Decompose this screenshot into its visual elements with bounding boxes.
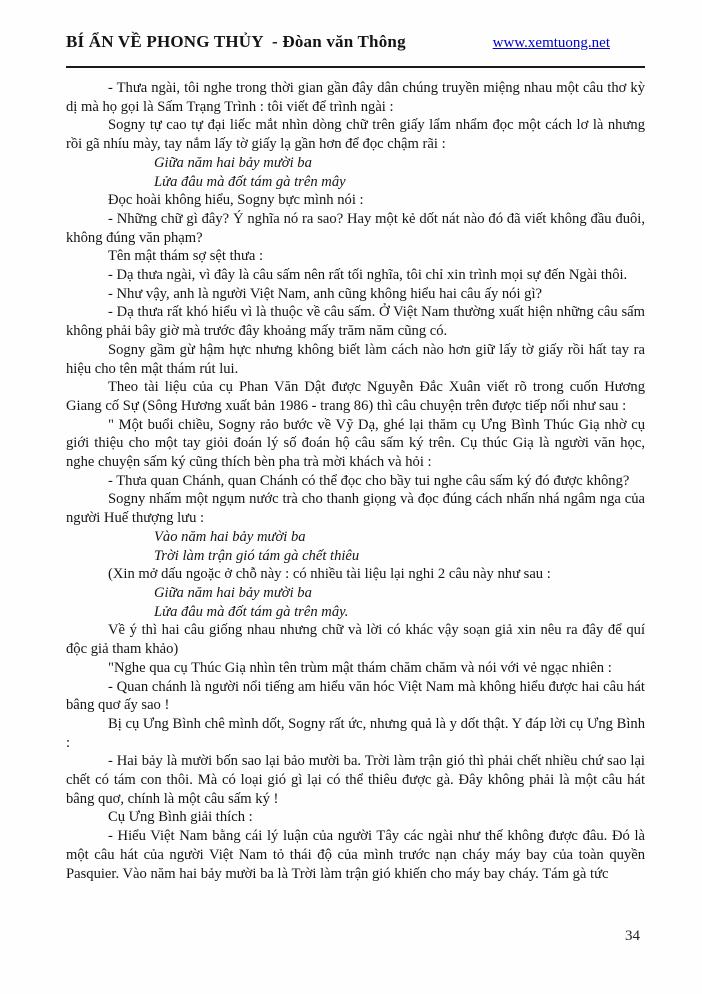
paragraph: - Hiểu Việt Nam bằng cái lý luận của người Tây các ngài như thế không được đâu. Đó là một câu hát của người Việt Nam tỏ thái độ của mình trước nạn cháy máy bay của toàn quyền Pasquier. Vào năm hai bảy mười ba là Trời làm trận gió khiến cho máy bay cháy. Tám gà tức	[66, 828, 645, 882]
verse-line: Giữa năm hai bảy mười ba	[154, 154, 312, 171]
page-header	[66, 30, 645, 54]
verse-line: Lửa đâu mà đốt tám gà trên mây.	[154, 603, 349, 620]
paragraph: Theo tài liệu của cụ Phan Văn Dật được Nguyễn Đắc Xuân viết rõ trong cuốn Hương Giang cố Sự (Sông Hương xuất bản 1986 - trang 86) thì câu chuyện trên được tiếp nối như sau :	[66, 379, 645, 414]
paragraph: - Như vậy, anh là người Việt Nam, anh cũng không hiểu hai câu ấy nói gì?	[108, 285, 543, 302]
page-body	[66, 79, 645, 883]
paragraph: - Hai bảy là mười bốn sao lại bảo mười ba. Trời làm trận gió thì phải chết nhiều chứ sao lại chết có tám con thôi. Mà có loại gió gì lại có thể thiêu được gà. Đây không phải là một câu hát bâng quơ, chính là một câu sấm ký !	[66, 753, 645, 807]
paragraph: Sogny tự cao tự đại liếc mắt nhìn dòng chữ trên giấy lẩm nhẩm đọc một cách lơ là nhưng rồi gã nhíu mày, tay nắm lấy tờ giấy lạ gần hơn để đọc chậm rãi :	[66, 117, 645, 153]
paragraph: - Dạ thưa ngài, vì đây là câu sấm nên rất tối nghĩa, tôi chỉ xin trình mọi sự đến Ngài thôi.	[108, 267, 628, 284]
header-divider	[66, 66, 645, 68]
book-title: BÍ ẨN VỀ PHONG THỦY - Đòan văn Thông	[66, 32, 406, 51]
paragraph: - Thưa ngài, tôi nghe trong thời gian gần đây dân chúng truyền miệng nhau một câu thơ kỳ dị mà họ gọi là Sấm Trạng Trình : tôi viết để trình ngài :	[66, 80, 645, 115]
verse-line: Lửa đâu mà đốt tám gà trên mây	[154, 173, 346, 190]
page-number: 34	[625, 928, 640, 944]
paragraph: (Xin mở dấu ngoặc ở chỗ này : có nhiều tài liệu lại nghi 2 câu này như sau :	[108, 566, 551, 583]
verse-line: Giữa năm hai bảy mười ba	[154, 584, 312, 601]
paragraph: - Dạ thưa rất khó hiểu vì là thuộc về câu sấm. Ở Việt Nam thường xuất hiện những câu sấm không phải bây giờ mà trước đây khoảng mấy trăm năm cũng có.	[66, 304, 645, 340]
paragraph: Cụ Ưng Bình giải thích :	[108, 809, 253, 826]
paragraph: "Nghe qua cụ Thúc Giạ nhìn tên trùm mật thám chăm chăm và nói với vẻ ngạc nhiên :	[108, 659, 612, 676]
paragraph: - Quan chánh là người nổi tiếng am hiểu văn hóc Việt Nam mà không hiểu được hai câu hát bâng quơ ấy sao !	[66, 678, 645, 714]
paragraph: Sogny nhấm một ngụm nước trà cho thanh giọng và đọc đúng cách nhấn nhá ngâm nga của người Huế thượng lưu :	[66, 491, 645, 527]
paragraph: Sogny gầm gừ hậm hực nhưng không biết làm cách nào hơn giữ lấy tờ giấy rồi hất tay ra hiệu cho tên mật thám rút lui.	[66, 341, 645, 377]
paragraph: Bị cụ Ưng Bình chê mình dốt, Sogny rất ức, nhưng quả là y dốt thật. Y đáp lời cụ Ưng Bình :	[66, 715, 645, 751]
paragraph: - Thưa quan Chánh, quan Chánh có thể đọc cho bầy tui nghe câu sấm ký đó được không?	[108, 472, 630, 489]
verse-line: Trời làm trận gió tám gà chết thiêu	[154, 547, 360, 564]
paragraph: " Một buổi chiều, Sogny rảo bước về Vỹ Dạ, ghé lại thăm cụ Ưng Bình Thúc Giạ nhờ cụ giới thiệu cho một tay giỏi đoán lý số đoán hộ câu sấm ký trên. Cụ thúc Giạ là người văn học, nghe chuyện sấm ký cũng thích bèn pha trà mời khách và hỏi :	[66, 416, 645, 471]
paragraph: Về ý thì hai câu giống nhau nhưng chữ và lời có khác vậy soạn giả xin nêu ra đây để quí độc giả tham khảo)	[66, 622, 645, 658]
paragraph: - Những chữ gì đây? Ý nghĩa nó ra sao? Hay một kẻ dốt nát nào đó đã viết không đầu đuôi, không đúng văn phạm?	[66, 210, 645, 246]
paragraph: Tên mật thám sợ sệt thưa :	[108, 248, 264, 265]
website-link[interactable]: www.xemtuong.net	[492, 35, 610, 51]
paragraph: Đọc hoài không hiểu, Sogny bực mình nói :	[108, 192, 364, 209]
verse-line: Vào năm hai bảy mười ba	[154, 528, 306, 545]
